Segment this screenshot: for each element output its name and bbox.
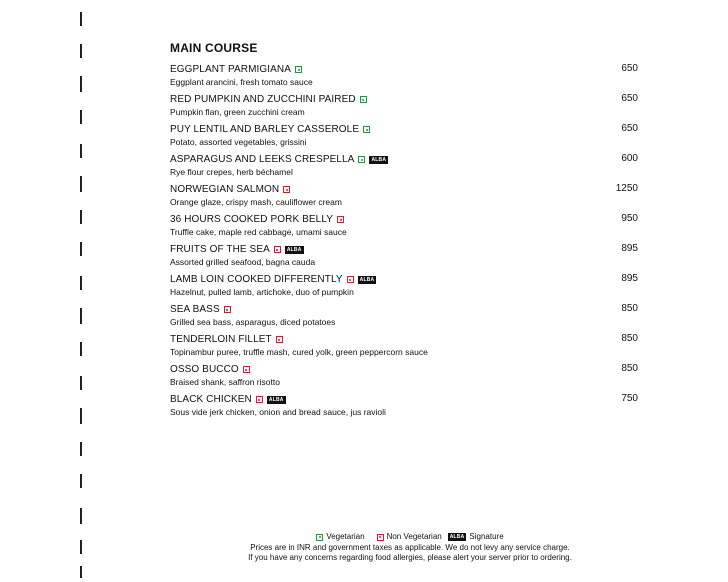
non-vegetarian-icon <box>276 336 283 343</box>
menu-item-description: Pumpkin flan, green zucchini cream <box>170 107 305 117</box>
menu-item <box>170 213 638 243</box>
binding-mark <box>80 210 82 224</box>
menu-item-header <box>170 153 638 166</box>
binding-mark <box>80 110 82 124</box>
menu-item-name: SEA BASS <box>170 304 220 315</box>
menu-item-name: 36 HOURS COOKED PORK BELLY <box>170 214 334 225</box>
vegetarian-icon <box>363 126 370 133</box>
menu-item <box>170 243 638 273</box>
menu-item-description: Topinambur puree, truffle mash, cured yolk, green peppercorn sauce <box>170 347 428 357</box>
signature-badge-icon: ALBA <box>371 156 387 163</box>
legend <box>200 532 620 564</box>
menu-item-name: PUY LENTIL AND BARLEY CASSEROLE <box>170 124 360 135</box>
menu-item-price: 1250 <box>615 183 638 194</box>
non-vegetarian-icon <box>347 276 354 283</box>
menu-item-header <box>170 183 638 196</box>
menu-item <box>170 273 638 303</box>
menu-item-header <box>170 93 638 106</box>
menu-item-header <box>170 123 638 136</box>
allergy-note: If you have any concerns regarding food allergies, please alert your server prior to ordering. <box>248 553 572 562</box>
menu-item-price: 650 <box>621 63 638 74</box>
binding-mark <box>80 342 82 356</box>
binding-mark <box>80 408 82 424</box>
binding-mark <box>80 308 82 324</box>
menu-item <box>170 303 638 333</box>
menu-item-price: 895 <box>621 273 638 284</box>
menu-item-header <box>170 243 638 256</box>
vegetarian-icon <box>358 156 365 163</box>
binding-mark <box>80 508 82 524</box>
signature-badge-icon: ALBA <box>359 276 375 283</box>
binding-mark <box>80 44 82 58</box>
menu-item-description: Hazelnut, pulled lamb, artichoke, duo of pumpkin <box>170 287 354 297</box>
non-vegetarian-icon <box>337 216 344 223</box>
signature-badge-icon: ALBA <box>449 534 465 541</box>
menu-item-description: Orange glaze, crispy mash, cauliflower cream <box>170 197 342 207</box>
menu-item <box>170 183 638 213</box>
binding-mark <box>80 144 82 158</box>
binding-mark <box>80 76 82 92</box>
vegetarian-icon <box>316 534 323 541</box>
menu-item-name: TENDERLOIN FILLET <box>170 334 272 345</box>
binding-mark <box>80 176 82 192</box>
signature-badge-icon: ALBA <box>286 246 302 253</box>
signature-badge-icon: ALBA <box>268 396 284 403</box>
menu-item-price: 650 <box>621 123 638 134</box>
menu-item-description: Eggplant arancini, fresh tomato sauce <box>170 77 313 87</box>
legend-non-vegetarian-label: Non Vegetarian <box>386 532 442 541</box>
binding-mark <box>80 442 82 456</box>
menu-item-header <box>170 213 638 226</box>
menu-list <box>170 63 638 423</box>
non-vegetarian-icon <box>243 366 250 373</box>
menu-item-header <box>170 363 638 376</box>
menu-item-name: ASPARAGUS AND LEEKS CRESPELLA <box>170 154 355 165</box>
menu-item-header <box>170 63 638 76</box>
menu-item-price: 850 <box>621 363 638 374</box>
non-vegetarian-icon <box>274 246 281 253</box>
vegetarian-icon <box>295 66 302 73</box>
binding-mark <box>80 242 82 256</box>
menu-item <box>170 123 638 153</box>
menu-item <box>170 93 638 123</box>
menu-item-description: Potato, assorted vegetables, grissini <box>170 137 307 147</box>
menu-item-name: NORWEGIAN SALMON <box>170 184 280 195</box>
menu-item-header <box>170 333 638 346</box>
menu-item-name: FRUITS OF THE SEA <box>170 244 270 255</box>
menu-item <box>170 363 638 393</box>
menu-item-description: Grilled sea bass, asparagus, diced potatoes <box>170 317 336 327</box>
non-vegetarian-icon <box>283 186 290 193</box>
menu-item-header <box>170 273 638 286</box>
menu-item <box>170 153 638 183</box>
menu-item-price: 650 <box>621 93 638 104</box>
binding-mark <box>80 12 82 26</box>
menu-item-price: 850 <box>621 333 638 344</box>
menu-item-price: 895 <box>621 243 638 254</box>
menu-item-name: RED PUMPKIN AND ZUCCHINI PAIRED <box>170 94 356 105</box>
section-title: MAIN COURSE <box>170 41 258 55</box>
binding-mark <box>80 540 82 554</box>
menu-item <box>170 393 638 423</box>
binding-mark <box>80 376 82 390</box>
menu-item-name: LAMB LOIN COOKED DIFFERENTLY <box>170 274 343 285</box>
menu-item-description: Sous vide jerk chicken, onion and bread sauce, jus ravioli <box>170 407 386 417</box>
menu-item-price: 600 <box>621 153 638 164</box>
legend-signature-label: Signature <box>469 532 504 541</box>
binding-mark <box>80 276 82 290</box>
menu-item-description: Braised shank, saffron risotto <box>170 377 280 387</box>
menu-item-description: Rye flour crepes, herb béchamel <box>170 167 293 177</box>
menu-item-description: Truffle cake, maple red cabbage, umami sauce <box>170 227 347 237</box>
price-note: Prices are in INR and government taxes as applicable. We do not levy any service charge. <box>250 542 570 552</box>
vegetarian-icon <box>360 96 367 103</box>
menu-item-description: Assorted grilled seafood, bagna cauda <box>170 257 316 267</box>
binding-mark <box>80 566 82 578</box>
menu-item-name: BLACK CHICKEN <box>170 394 252 405</box>
menu-item-price: 850 <box>621 303 638 314</box>
non-vegetarian-icon <box>377 534 384 541</box>
menu-item-price: 950 <box>621 213 638 224</box>
menu-item-header <box>170 393 638 406</box>
legend-vegetarian-label: Vegetarian <box>326 532 365 541</box>
menu-item-header <box>170 303 638 316</box>
menu-item-name: EGGPLANT PARMIGIANA <box>170 64 292 75</box>
non-vegetarian-icon <box>256 396 263 403</box>
legend-key <box>200 532 620 543</box>
menu-item-name: OSSO BUCCO <box>170 364 239 375</box>
binding-mark <box>80 474 82 488</box>
menu-item-price: 750 <box>621 393 638 404</box>
menu-item <box>170 333 638 363</box>
menu-item <box>170 63 638 93</box>
non-vegetarian-icon <box>224 306 231 313</box>
